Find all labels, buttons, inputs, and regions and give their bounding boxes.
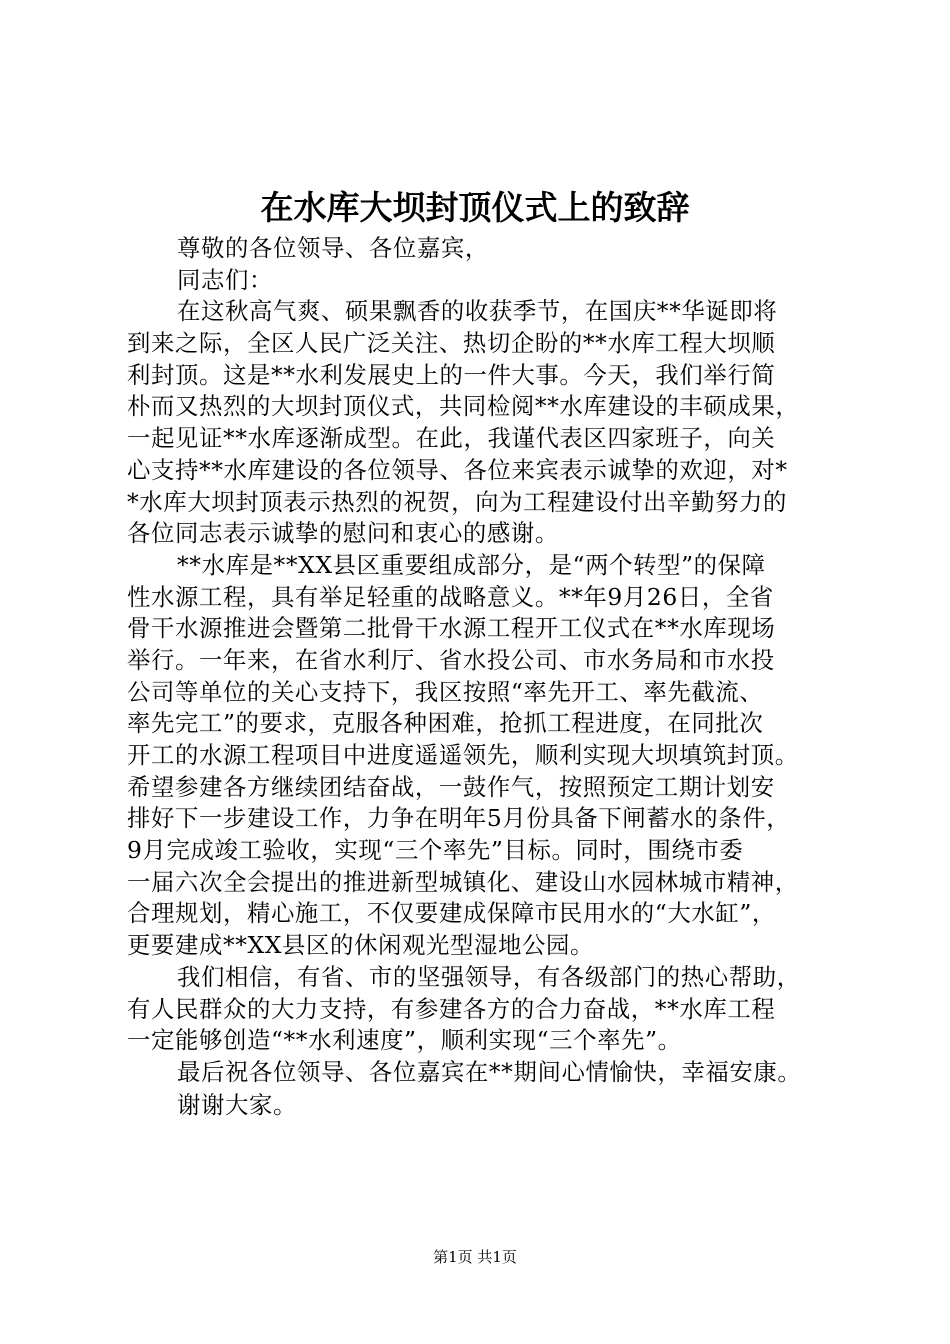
page-footer: 第1页 共1页 (433, 1248, 517, 1266)
paragraph-line: 希望参建各方继续团结奋战，一鼓作气，按照预定工期计划安 (127, 772, 775, 801)
document-body (127, 233, 842, 1089)
paragraph-line: 9月完成竣工验收，实现“三个率先”目标。同时，围绕市委 (127, 836, 744, 865)
paragraph-line: 到来之际，全区人民广泛关注、热切企盼的**水库工程大坝顺 (127, 329, 776, 358)
paragraph-line: 排好下一步建设工作，力争在明年5月份具备下闸蓄水的条件， (127, 804, 791, 833)
paragraph-line: 朴而又热烈的大坝封顶仪式，共同检阅**水库建设的丰硕成果， (127, 392, 800, 421)
paragraph-line: **水库是**XX县区重要组成部分，是“两个转型”的保障 (177, 550, 766, 579)
document-title: 在水库大坝封顶仪式上的致辞 (260, 188, 690, 227)
paragraph-line: 一定能够创造“**水利速度”，顺利实现“三个率先”。 (127, 1026, 682, 1055)
salutation-line: 尊敬的各位领导、各位嘉宾， (177, 234, 489, 262)
paragraph-line: 在这秋高气爽、硕果飘香的收获季节，在国庆**华诞即将 (177, 297, 778, 326)
paragraph-line: 一届六次全会提出的推进新型城镇化、建设山水园林城市精神， (127, 867, 799, 896)
paragraph-line: 举行。一年来，在省水利厅、省水投公司、市水务局和市水投 (127, 645, 775, 674)
paragraph-line: 性水源工程，具有举足轻重的战略意义。**年9月26日，全省 (127, 582, 774, 611)
paragraph-line: *水库大坝封顶表示热烈的祝贺，向为工程建设付出辛勤努力的 (127, 487, 788, 516)
paragraph-line: 心支持**水库建设的各位领导、各位来宾表示诚挚的欢迎，对* (127, 455, 788, 484)
paragraph-line: 一起见证**水库逐渐成型。在此，我谨代表区四家班子，向关 (127, 424, 776, 453)
paragraph-line: 骨干水源推进会暨第二批骨干水源工程开工仪式在**水库现场 (127, 614, 776, 643)
paragraph-line: 开工的水源工程项目中进度遥遥领先，顺利实现大坝填筑封顶。 (127, 741, 799, 769)
paragraph-line: 有人民群众的大力支持，有参建各方的合力奋战，**水库工程 (127, 994, 776, 1023)
paragraph-line: 最后祝各位领导、各位嘉宾在**期间心情愉快，幸福安康。 (177, 1057, 802, 1086)
paragraph-line: 更要建成**XX县区的休闲观光型湿地公园。 (127, 931, 594, 960)
paragraph-line: 率先完工”的要求，克服各种困难，抢抓工程进度，在同批次 (127, 709, 764, 738)
salutation-line: 同志们： (177, 265, 273, 294)
paragraph-line: 各位同志表示诚挚的慰问和衷心的感谢。 (127, 519, 559, 548)
closing-line: 谢谢大家。 (177, 1091, 297, 1119)
paragraph-line: 合理规划，精心施工，不仅要建成保障市民用水的“大水缸”， (127, 899, 776, 928)
paragraph-line: 利封顶。这是**水利发展史上的一件大事。今天，我们举行简 (127, 360, 776, 389)
paragraph-line: 公司等单位的关心支持下，我区按照“率先开工、率先截流、 (127, 677, 764, 706)
paragraph-line: 我们相信，有省、市的坚强领导，有各级部门的热心帮助， (177, 962, 801, 991)
